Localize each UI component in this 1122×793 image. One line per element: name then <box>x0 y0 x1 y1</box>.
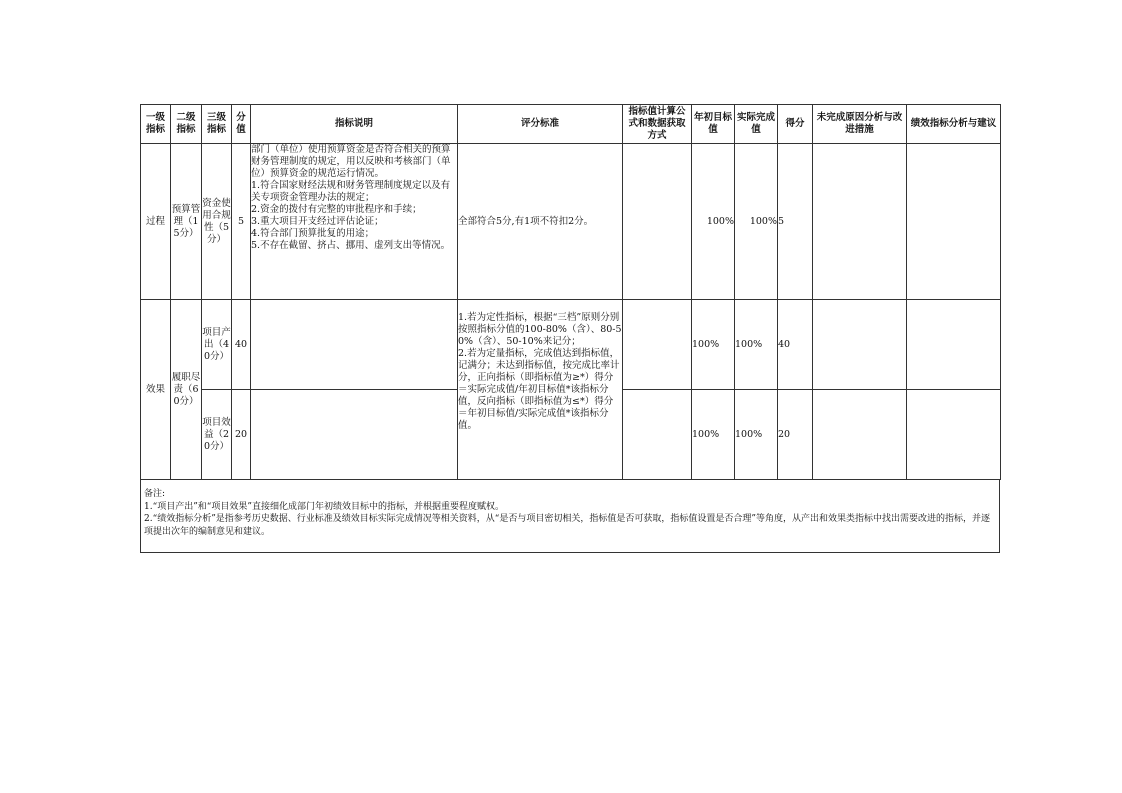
benefit-reason <box>813 390 907 480</box>
output-score: 40 <box>232 300 251 390</box>
effect-level2: 履职尽责（60分） <box>171 300 202 480</box>
process-points: 5 <box>778 144 813 300</box>
table-row <box>141 144 1001 300</box>
benefit-score: 20 <box>232 390 251 480</box>
benefit-level3: 项目效益（20分） <box>202 390 232 480</box>
process-level2: 预算管理（15分） <box>171 144 202 300</box>
note-line-2: 2.“绩效指标分析”是指参考历史数据、行业标准及绩效目标实际完成情况等相关资料，从“是否与项目密切相关，指标值是否可获取，指标值设置是否合理”等角度，从产出和效果类指标中找出需要改进的指标，并逐项提出次年的编制意见和建议。 <box>144 514 990 537</box>
process-level1: 过程 <box>141 144 171 300</box>
performance-table <box>140 104 1001 480</box>
output-level3: 项目产出（40分） <box>202 300 232 390</box>
benefit-formula <box>623 390 692 480</box>
header-level2: 二级指标 <box>171 105 202 144</box>
output-points: 40 <box>778 300 813 390</box>
benefit-advice <box>907 390 1001 480</box>
header-formula: 指标值计算公式和数据获取方式 <box>623 105 692 144</box>
header-advice: 绩效指标分析与建议 <box>907 105 1001 144</box>
header-actual: 实际完成值 <box>735 105 778 144</box>
header-criteria: 评分标准 <box>458 105 623 144</box>
effect-level1: 效果 <box>141 300 171 480</box>
process-level3: 资金使用合规性（5分） <box>202 144 232 300</box>
output-actual: 100% <box>735 300 778 390</box>
process-actual: 100% <box>735 144 778 300</box>
process-reason <box>813 144 907 300</box>
process-advice <box>907 144 1001 300</box>
note-line-1: 1.“项目产出”和“项目效果”直接细化成部门年初绩效目标中的指标，并根据重要程度赋权。 <box>144 501 504 512</box>
benefit-points: 20 <box>778 390 813 480</box>
header-score: 分值 <box>232 105 251 144</box>
header-row <box>141 105 1001 144</box>
effect-criteria: 1.若为定性指标，根据“三档”原则分别按照指标分值的100-80%（含）、80-50%（含）、50-10%来记分； 2.若为定量指标，完成值达到指标值，记满分；未达到指标值，按完成比率计分，正向指标（即指标值为≥*）得分＝实际完成值/年初目标值*该指标分值，反向指标（即指标值为≤*）得分＝年初目标值/实际完成值*该指标分值。 <box>458 300 623 480</box>
process-target: 100% <box>692 144 735 300</box>
header-reason: 未完成原因分析与改进措施 <box>813 105 907 144</box>
table-row <box>141 300 1001 390</box>
benefit-actual: 100% <box>735 390 778 480</box>
output-description <box>251 300 458 390</box>
notes-section <box>140 479 1000 553</box>
output-target: 100% <box>692 300 735 390</box>
benefit-description <box>251 390 458 480</box>
header-level3: 三级指标 <box>202 105 232 144</box>
process-formula <box>623 144 692 300</box>
header-points: 得分 <box>778 105 813 144</box>
output-advice <box>907 300 1001 390</box>
header-level1: 一级指标 <box>141 105 171 144</box>
header-target: 年初目标值 <box>692 105 735 144</box>
notes-title: 备注: <box>144 489 166 499</box>
output-formula <box>623 300 692 390</box>
output-reason <box>813 300 907 390</box>
process-criteria: 全部符合5分,有1项不符扣2分。 <box>458 144 623 300</box>
process-description: 部门（单位）使用预算资金是否符合相关的预算财务管理制度的规定，用以反映和考核部门（单位）预算资金的规范运行情况。 1.符合国家财经法规和财务管理制度规定以及有关专项资金管理办法的规定； 2.资金的拨付有完整的审批程序和手续； 3.重大项目开支经过评估论证； 4.符合部门预算批复的用途； 5.不存在截留、挤占、挪用、虚列支出等情况。 <box>251 144 458 300</box>
benefit-target: 100% <box>692 390 735 480</box>
process-score: 5 <box>232 144 251 300</box>
header-description: 指标说明 <box>251 105 458 144</box>
